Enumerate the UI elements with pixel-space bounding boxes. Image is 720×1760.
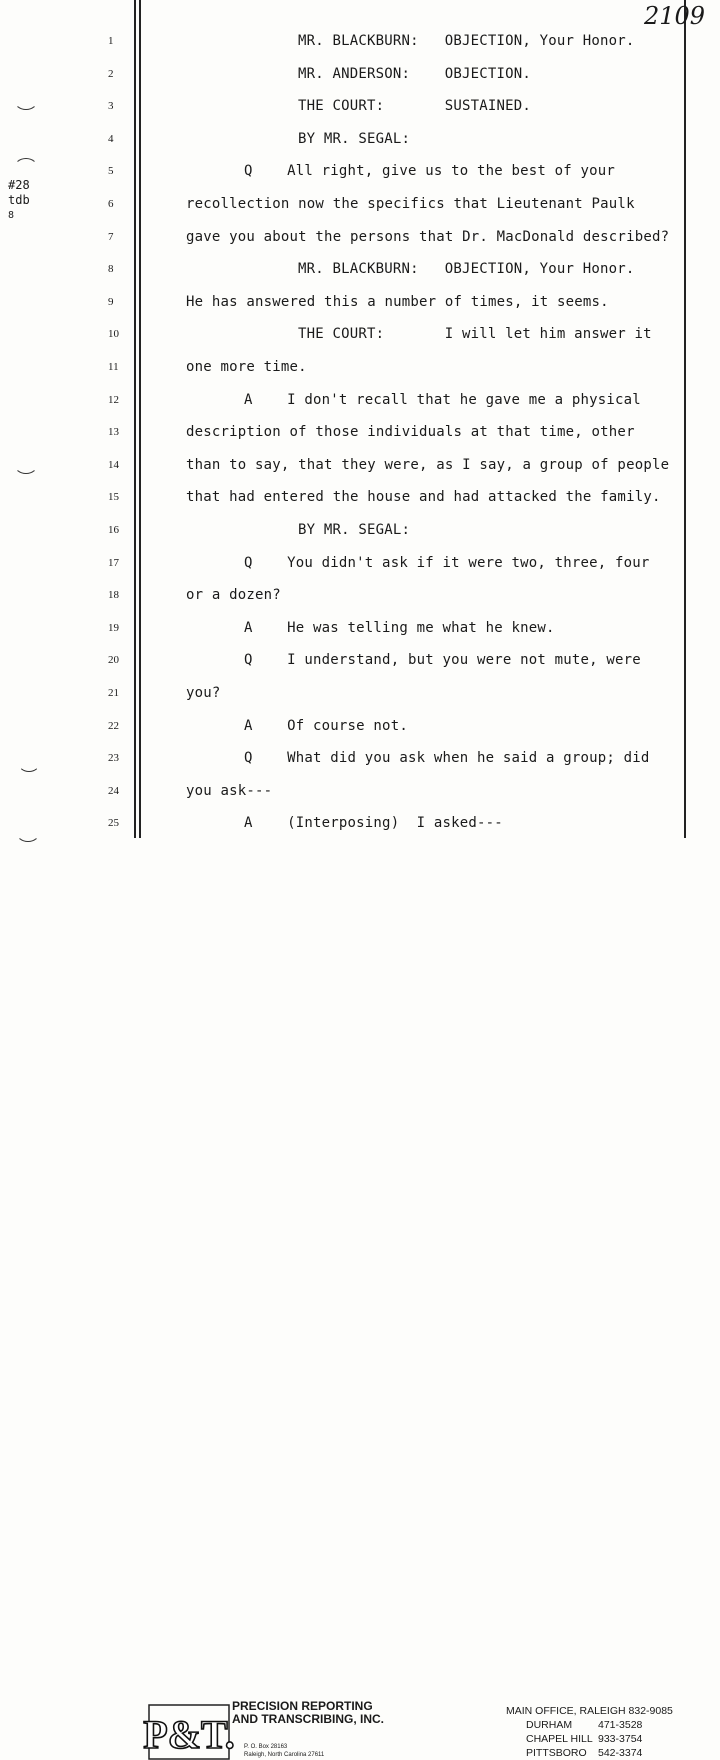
transcript-line: one more time. bbox=[186, 359, 307, 375]
transcript-line: gave you about the persons that Dr. MacDonald described? bbox=[186, 228, 670, 245]
office-info bbox=[506, 1704, 673, 1760]
margin-note: tdb bbox=[8, 193, 30, 207]
transcript-line: A Of course not. bbox=[244, 717, 408, 734]
address-line1: P. O. Box 28163 bbox=[244, 1744, 288, 1750]
transcript-line: than to say, that they were, as I say, a group of people bbox=[186, 456, 670, 473]
line-number: 2 bbox=[108, 67, 114, 80]
punch-hole-mark bbox=[18, 754, 40, 772]
line-number: 14 bbox=[108, 458, 119, 471]
line-number: 7 bbox=[108, 230, 114, 243]
firm-name-line2: AND TRANSCRIBING, INC. bbox=[232, 1712, 384, 1726]
line-number: 25 bbox=[108, 817, 119, 830]
punch-hole-mark bbox=[14, 454, 38, 474]
office-row: CHAPEL HILL 933-3754 bbox=[526, 1733, 643, 1745]
transcript-line: MR. BLACKBURN: OBJECTION, Your Honor. bbox=[298, 33, 635, 49]
line-number: 24 bbox=[108, 784, 119, 797]
line-number: 4 bbox=[108, 132, 114, 145]
transcript-line: BY MR. SEGAL: bbox=[298, 522, 411, 538]
transcript-line: MR. BLACKBURN: OBJECTION, Your Honor. bbox=[298, 261, 635, 278]
transcript-line: or a dozen? bbox=[186, 587, 281, 604]
line-number: 16 bbox=[108, 524, 119, 536]
office-row: PITTSBORO 542-3374 bbox=[526, 1747, 643, 1759]
line-number: 13 bbox=[108, 426, 119, 439]
margin-notes bbox=[8, 178, 30, 223]
transcript-line: A He was telling me what he knew. bbox=[244, 619, 555, 636]
right-margin-rule bbox=[684, 0, 686, 838]
margin-note: #28 bbox=[8, 178, 30, 192]
transcript-line: A (Interposing) I asked--- bbox=[244, 815, 503, 832]
address-line2: Raleigh, North Carolina 27611 bbox=[244, 1752, 325, 1758]
transcript-line: description of those individuals at that time, other bbox=[186, 424, 635, 441]
punch-hole-mark bbox=[14, 158, 38, 178]
line-number: 9 bbox=[108, 295, 114, 308]
left-margin-rule-outer bbox=[134, 0, 136, 838]
punch-hole-mark bbox=[14, 90, 38, 110]
transcript-line: that had entered the house and had attacked the family. bbox=[186, 489, 661, 506]
transcript-line: you? bbox=[186, 685, 221, 701]
page-number: 2109 bbox=[644, 2, 706, 30]
line-number: 10 bbox=[108, 328, 119, 341]
office-row: DURHAM 471-3528 bbox=[526, 1719, 643, 1731]
firm-logo bbox=[143, 1704, 235, 1760]
logo-text: P&T. bbox=[143, 1712, 235, 1757]
transcript-line: THE COURT: I will let him answer it bbox=[298, 326, 652, 343]
transcript-line: Q All right, give us to the best of your bbox=[244, 163, 616, 180]
firm-name-line1: PRECISION REPORTING bbox=[232, 1699, 373, 1713]
line-number: 23 bbox=[108, 752, 119, 765]
line-number: 18 bbox=[108, 589, 119, 602]
line-number: 1 bbox=[108, 35, 114, 47]
transcript-line: A I don't recall that he gave me a physical bbox=[244, 391, 641, 408]
transcript-line: Q I understand, but you were not mute, were bbox=[244, 652, 641, 669]
left-margin-rule-inner bbox=[139, 0, 141, 838]
transcript-line: He has answered this a number of times, it seems. bbox=[186, 293, 609, 310]
line-number: 12 bbox=[108, 393, 119, 406]
firm-name bbox=[232, 1700, 384, 1726]
line-number: 5 bbox=[108, 165, 114, 178]
transcript-line: Q What did you ask when he said a group; did bbox=[244, 750, 650, 767]
transcript-line: MR. ANDERSON: OBJECTION. bbox=[298, 65, 531, 82]
line-number: 6 bbox=[108, 198, 114, 210]
punch-hole-mark bbox=[16, 822, 40, 842]
line-number: 22 bbox=[108, 719, 119, 732]
firm-address bbox=[244, 1743, 324, 1759]
line-number: 19 bbox=[108, 621, 119, 634]
line-number: 21 bbox=[108, 687, 119, 699]
margin-note: 8 bbox=[8, 210, 15, 221]
line-number: 15 bbox=[108, 491, 119, 504]
transcript-line: Q You didn't ask if it were two, three, four bbox=[244, 554, 650, 571]
line-number: 3 bbox=[108, 100, 114, 113]
line-number: 8 bbox=[108, 263, 114, 276]
footer bbox=[0, 848, 720, 1759]
line-number: 11 bbox=[108, 361, 119, 373]
transcript-line: THE COURT: SUSTAINED. bbox=[298, 98, 531, 115]
transcript-line: you ask--- bbox=[186, 782, 273, 799]
transcript-line: recollection now the specifics that Lieutenant Paulk bbox=[186, 196, 635, 212]
line-number: 20 bbox=[108, 654, 119, 667]
office-title: MAIN OFFICE, RALEIGH 832-9085 bbox=[506, 1705, 673, 1717]
line-number: 17 bbox=[108, 556, 119, 569]
transcript-line: BY MR. SEGAL: bbox=[298, 130, 411, 147]
